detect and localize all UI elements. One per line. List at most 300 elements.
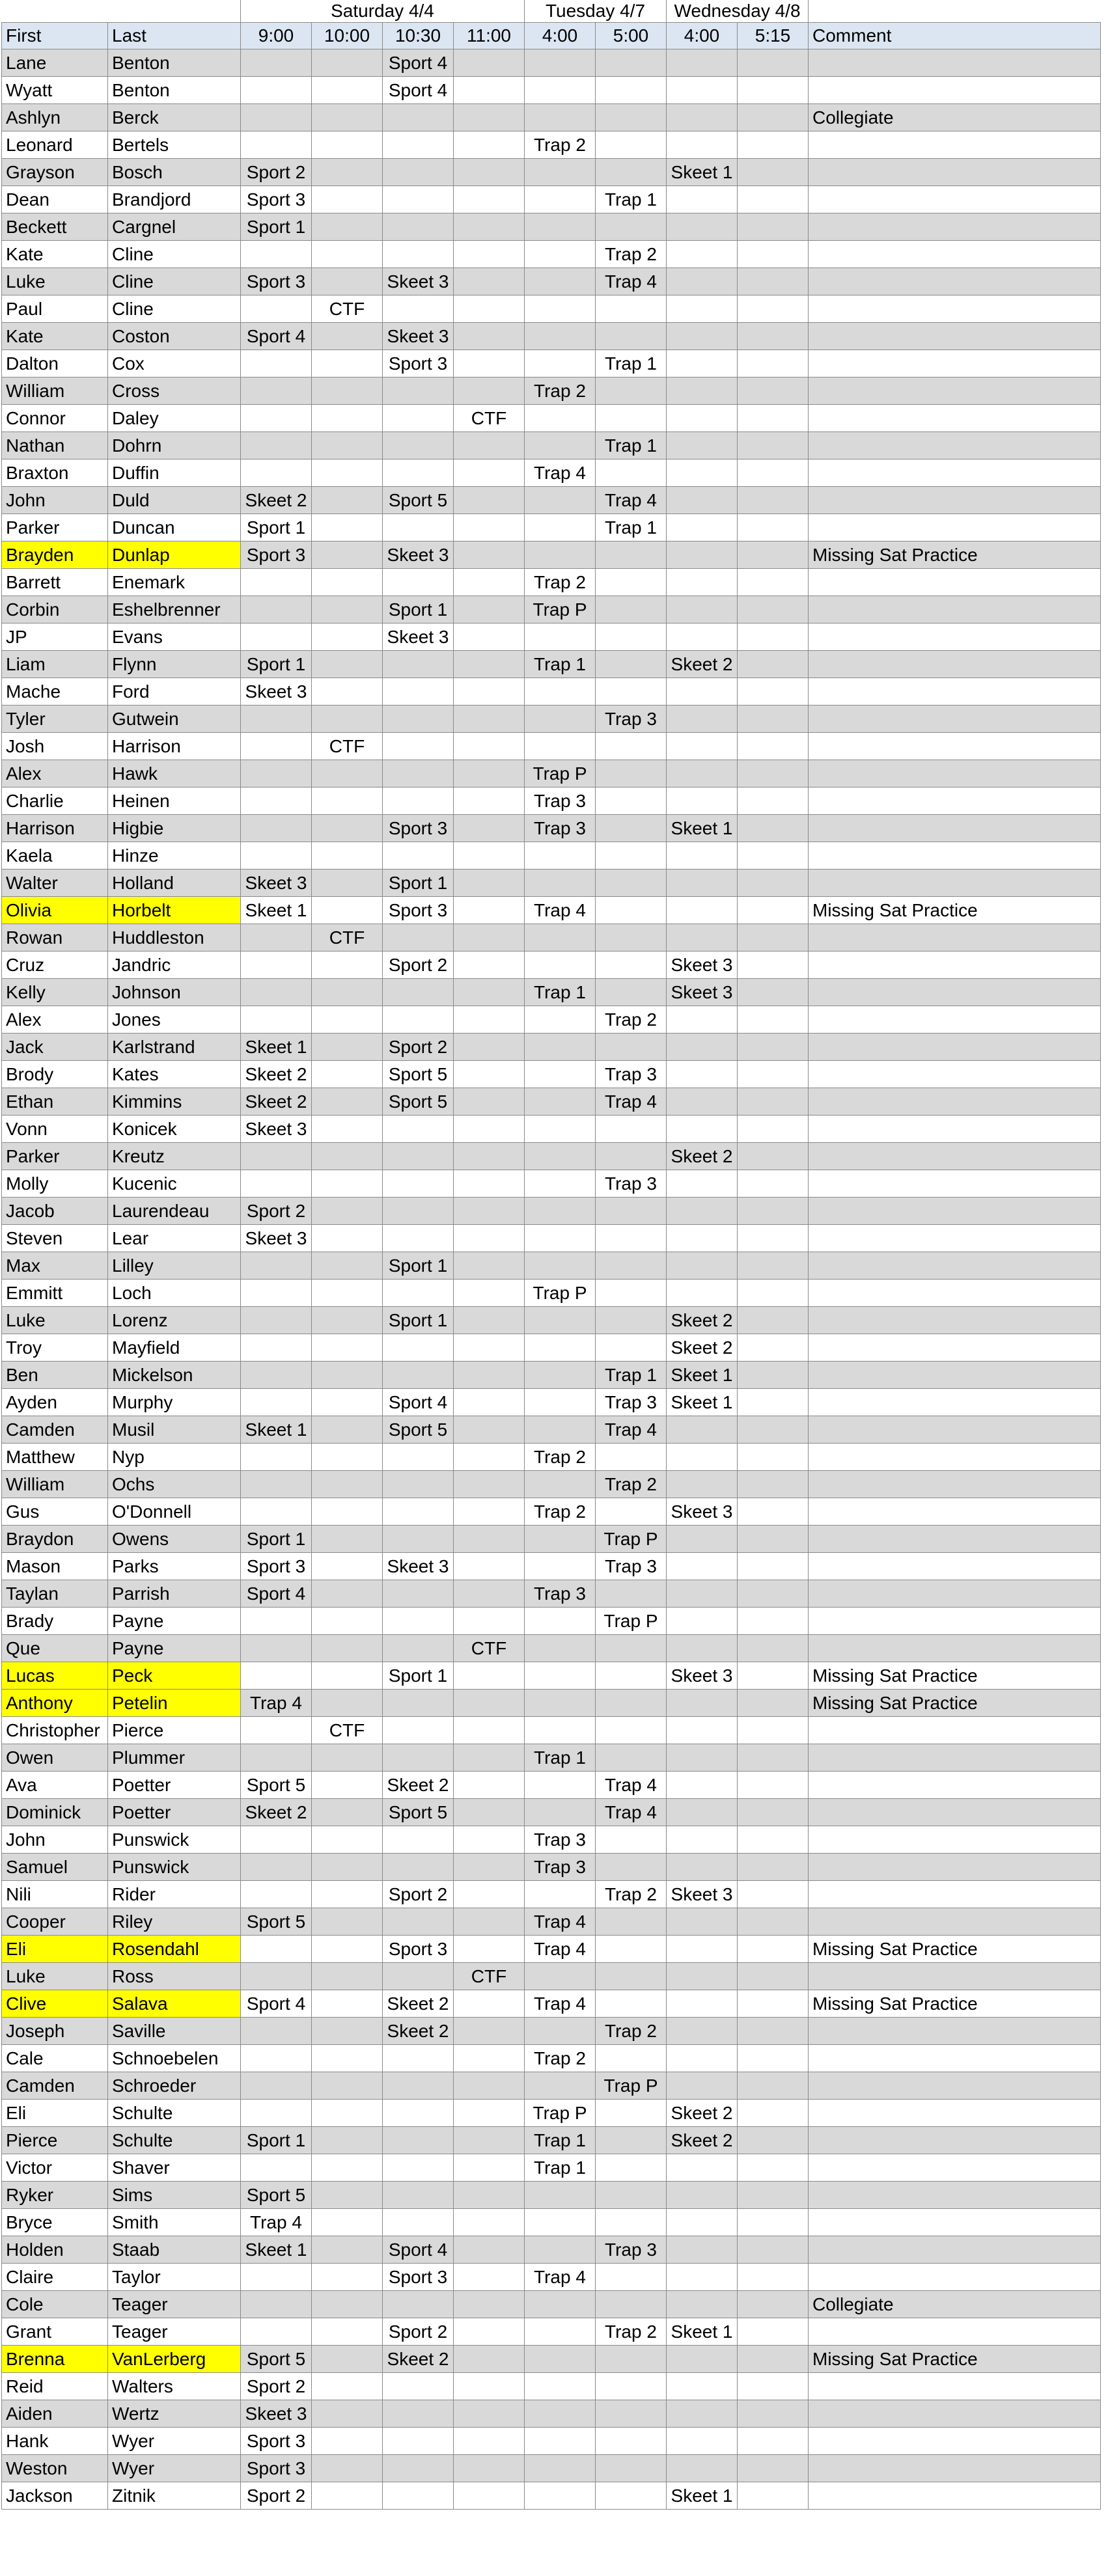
wed-400-cell[interactable]: Skeet 3 bbox=[667, 1662, 738, 1690]
comment-cell[interactable] bbox=[809, 1799, 1101, 1826]
tue-400-cell[interactable] bbox=[525, 1881, 596, 1908]
comment-cell[interactable] bbox=[809, 2209, 1101, 2236]
last-name-cell[interactable]: Laurendeau bbox=[108, 1198, 241, 1225]
sat-1030-cell[interactable]: Sport 3 bbox=[383, 350, 454, 377]
sat-1000-cell[interactable] bbox=[312, 2291, 383, 2318]
last-name-cell[interactable]: Staab bbox=[108, 2236, 241, 2264]
wed-515-cell[interactable] bbox=[738, 1198, 809, 1225]
tue-500-cell[interactable] bbox=[596, 2127, 667, 2154]
sat-1000-cell[interactable] bbox=[312, 1143, 383, 1170]
wed-515-cell[interactable] bbox=[738, 1252, 809, 1280]
wed-515-cell[interactable] bbox=[738, 733, 809, 760]
column-header-wed-515[interactable]: 5:15 bbox=[738, 23, 809, 49]
wed-515-cell[interactable] bbox=[738, 2236, 809, 2264]
sat-1030-cell[interactable]: Skeet 2 bbox=[383, 1990, 454, 2018]
sat-900-cell[interactable]: Sport 1 bbox=[241, 1526, 312, 1553]
sat-1100-cell[interactable] bbox=[454, 1307, 525, 1334]
wed-400-cell[interactable] bbox=[667, 2072, 738, 2100]
last-name-cell[interactable]: Benton bbox=[108, 49, 241, 77]
last-name-cell[interactable]: Loch bbox=[108, 1280, 241, 1307]
sat-1100-cell[interactable] bbox=[454, 924, 525, 952]
sat-1100-cell[interactable] bbox=[454, 514, 525, 541]
wed-515-cell[interactable] bbox=[738, 1061, 809, 1088]
tue-400-cell[interactable] bbox=[525, 323, 596, 350]
sat-1100-cell[interactable] bbox=[454, 1006, 525, 1034]
tue-500-cell[interactable] bbox=[596, 623, 667, 651]
sat-1100-cell[interactable] bbox=[454, 2045, 525, 2072]
wed-515-cell[interactable] bbox=[738, 1908, 809, 1936]
comment-cell[interactable]: Missing Sat Practice bbox=[809, 897, 1101, 924]
wed-400-cell[interactable] bbox=[667, 459, 738, 487]
first-name-cell[interactable]: Ashlyn bbox=[2, 104, 108, 131]
sat-1000-cell[interactable] bbox=[312, 514, 383, 541]
sat-1100-cell[interactable] bbox=[454, 1908, 525, 1936]
wed-515-cell[interactable] bbox=[738, 2072, 809, 2100]
sat-1030-cell[interactable]: Sport 2 bbox=[383, 2318, 454, 2346]
sat-1030-cell[interactable]: Sport 1 bbox=[383, 1307, 454, 1334]
tue-500-cell[interactable] bbox=[596, 2154, 667, 2182]
comment-cell[interactable] bbox=[809, 2455, 1101, 2482]
last-name-cell[interactable]: VanLerberg bbox=[108, 2346, 241, 2373]
sat-900-cell[interactable] bbox=[241, 2154, 312, 2182]
sat-1000-cell[interactable] bbox=[312, 2346, 383, 2373]
tue-500-cell[interactable] bbox=[596, 405, 667, 432]
tue-400-cell[interactable]: Trap 2 bbox=[525, 377, 596, 405]
sat-1030-cell[interactable] bbox=[383, 1908, 454, 1936]
wed-400-cell[interactable] bbox=[667, 1854, 738, 1881]
sat-1000-cell[interactable] bbox=[312, 77, 383, 104]
sat-1000-cell[interactable] bbox=[312, 377, 383, 405]
first-name-cell[interactable]: Samuel bbox=[2, 1854, 108, 1881]
sat-1100-cell[interactable] bbox=[454, 1553, 525, 1580]
wed-515-cell[interactable] bbox=[738, 104, 809, 131]
sat-1030-cell[interactable] bbox=[383, 432, 454, 459]
tue-500-cell[interactable] bbox=[596, 2045, 667, 2072]
wed-515-cell[interactable] bbox=[738, 131, 809, 159]
wed-400-cell[interactable] bbox=[667, 1444, 738, 1471]
last-name-cell[interactable]: Mickelson bbox=[108, 1362, 241, 1389]
sat-1100-cell[interactable] bbox=[454, 733, 525, 760]
sat-1000-cell[interactable] bbox=[312, 1854, 383, 1881]
sat-900-cell[interactable]: Skeet 3 bbox=[241, 870, 312, 897]
sat-1030-cell[interactable] bbox=[383, 924, 454, 952]
tue-400-cell[interactable] bbox=[525, 1006, 596, 1034]
sat-1030-cell[interactable] bbox=[383, 842, 454, 870]
sat-1030-cell[interactable] bbox=[383, 2072, 454, 2100]
wed-515-cell[interactable] bbox=[738, 2182, 809, 2209]
sat-1000-cell[interactable] bbox=[312, 706, 383, 733]
column-header-sat-1000[interactable]: 10:00 bbox=[312, 23, 383, 49]
tue-400-cell[interactable]: Trap P bbox=[525, 2100, 596, 2127]
sat-1030-cell[interactable] bbox=[383, 1006, 454, 1034]
first-name-cell[interactable]: Joseph bbox=[2, 2018, 108, 2045]
tue-500-cell[interactable] bbox=[596, 870, 667, 897]
wed-400-cell[interactable]: Skeet 1 bbox=[667, 2318, 738, 2346]
sat-1000-cell[interactable] bbox=[312, 952, 383, 979]
last-name-cell[interactable]: Gutwein bbox=[108, 706, 241, 733]
tue-400-cell[interactable]: Trap P bbox=[525, 760, 596, 788]
last-name-cell[interactable]: Schnoebelen bbox=[108, 2045, 241, 2072]
first-name-cell[interactable]: Cale bbox=[2, 2045, 108, 2072]
first-name-cell[interactable]: Hank bbox=[2, 2428, 108, 2455]
wed-515-cell[interactable] bbox=[738, 2045, 809, 2072]
wed-400-cell[interactable] bbox=[667, 377, 738, 405]
sat-1100-cell[interactable] bbox=[454, 842, 525, 870]
tue-500-cell[interactable] bbox=[596, 1936, 667, 1963]
sat-1030-cell[interactable]: Sport 5 bbox=[383, 1088, 454, 1116]
tue-400-cell[interactable]: Trap 4 bbox=[525, 1936, 596, 1963]
last-name-cell[interactable]: Walters bbox=[108, 2373, 241, 2400]
sat-1030-cell[interactable] bbox=[383, 1580, 454, 1608]
wed-400-cell[interactable] bbox=[667, 1990, 738, 2018]
sat-1030-cell[interactable]: Sport 4 bbox=[383, 49, 454, 77]
sat-1000-cell[interactable] bbox=[312, 870, 383, 897]
wed-400-cell[interactable] bbox=[667, 268, 738, 295]
sat-1030-cell[interactable] bbox=[383, 1717, 454, 1744]
sat-1100-cell[interactable] bbox=[454, 1225, 525, 1252]
sat-1030-cell[interactable] bbox=[383, 2182, 454, 2209]
sat-1100-cell[interactable] bbox=[454, 2236, 525, 2264]
last-name-cell[interactable]: Lear bbox=[108, 1225, 241, 1252]
comment-cell[interactable] bbox=[809, 1116, 1101, 1143]
wed-400-cell[interactable] bbox=[667, 2182, 738, 2209]
last-name-cell[interactable]: Shaver bbox=[108, 2154, 241, 2182]
sat-1000-cell[interactable] bbox=[312, 979, 383, 1006]
last-name-cell[interactable]: Harrison bbox=[108, 733, 241, 760]
wed-515-cell[interactable] bbox=[738, 1280, 809, 1307]
tue-400-cell[interactable] bbox=[525, 1389, 596, 1416]
sat-1100-cell[interactable]: CTF bbox=[454, 1963, 525, 1990]
sat-1000-cell[interactable] bbox=[312, 1389, 383, 1416]
sat-1000-cell[interactable]: CTF bbox=[312, 295, 383, 323]
tue-500-cell[interactable]: Trap 2 bbox=[596, 241, 667, 268]
sat-900-cell[interactable] bbox=[241, 623, 312, 651]
sat-1100-cell[interactable] bbox=[454, 2264, 525, 2291]
wed-400-cell[interactable] bbox=[667, 77, 738, 104]
comment-cell[interactable] bbox=[809, 1006, 1101, 1034]
wed-400-cell[interactable] bbox=[667, 2291, 738, 2318]
sat-1030-cell[interactable] bbox=[383, 1744, 454, 1772]
sat-900-cell[interactable] bbox=[241, 979, 312, 1006]
first-name-cell[interactable]: Eli bbox=[2, 1936, 108, 1963]
sat-1100-cell[interactable] bbox=[454, 1116, 525, 1143]
wed-515-cell[interactable] bbox=[738, 1526, 809, 1553]
tue-400-cell[interactable] bbox=[525, 2400, 596, 2428]
last-name-cell[interactable]: Dunlap bbox=[108, 541, 241, 569]
wed-400-cell[interactable] bbox=[667, 1908, 738, 1936]
last-name-cell[interactable]: Daley bbox=[108, 405, 241, 432]
sat-1000-cell[interactable] bbox=[312, 2209, 383, 2236]
last-name-cell[interactable]: Cargnel bbox=[108, 213, 241, 241]
sat-900-cell[interactable]: Sport 1 bbox=[241, 651, 312, 678]
last-name-cell[interactable]: Musil bbox=[108, 1416, 241, 1444]
sat-1030-cell[interactable] bbox=[383, 2291, 454, 2318]
wed-515-cell[interactable] bbox=[738, 596, 809, 623]
sat-1100-cell[interactable] bbox=[454, 1034, 525, 1061]
sat-1100-cell[interactable] bbox=[454, 2018, 525, 2045]
wed-515-cell[interactable] bbox=[738, 2209, 809, 2236]
sat-1100-cell[interactable] bbox=[454, 541, 525, 569]
sat-900-cell[interactable] bbox=[241, 2100, 312, 2127]
wed-515-cell[interactable] bbox=[738, 2455, 809, 2482]
first-name-cell[interactable]: Matthew bbox=[2, 1444, 108, 1471]
sat-1030-cell[interactable]: Sport 3 bbox=[383, 2264, 454, 2291]
sat-1100-cell[interactable] bbox=[454, 2072, 525, 2100]
sat-1000-cell[interactable] bbox=[312, 159, 383, 186]
sat-900-cell[interactable] bbox=[241, 1635, 312, 1662]
wed-515-cell[interactable] bbox=[738, 514, 809, 541]
sat-1100-cell[interactable] bbox=[454, 706, 525, 733]
last-name-cell[interactable]: Duffin bbox=[108, 459, 241, 487]
wed-515-cell[interactable] bbox=[738, 1826, 809, 1854]
comment-cell[interactable] bbox=[809, 1362, 1101, 1389]
sat-1100-cell[interactable] bbox=[454, 432, 525, 459]
sat-1000-cell[interactable] bbox=[312, 651, 383, 678]
last-name-cell[interactable]: Higbie bbox=[108, 815, 241, 842]
tue-400-cell[interactable] bbox=[525, 1416, 596, 1444]
first-name-cell[interactable]: Braxton bbox=[2, 459, 108, 487]
wed-515-cell[interactable] bbox=[738, 2346, 809, 2373]
sat-1000-cell[interactable] bbox=[312, 1307, 383, 1334]
sat-900-cell[interactable]: Skeet 3 bbox=[241, 1225, 312, 1252]
sat-1030-cell[interactable]: Sport 2 bbox=[383, 952, 454, 979]
sat-900-cell[interactable] bbox=[241, 1717, 312, 1744]
comment-cell[interactable] bbox=[809, 295, 1101, 323]
wed-515-cell[interactable] bbox=[738, 2127, 809, 2154]
sat-1030-cell[interactable] bbox=[383, 706, 454, 733]
wed-400-cell[interactable] bbox=[667, 104, 738, 131]
tue-400-cell[interactable]: Trap 4 bbox=[525, 1990, 596, 2018]
tue-400-cell[interactable] bbox=[525, 77, 596, 104]
tue-400-cell[interactable] bbox=[525, 541, 596, 569]
last-name-cell[interactable]: Cline bbox=[108, 295, 241, 323]
comment-cell[interactable] bbox=[809, 870, 1101, 897]
first-name-cell[interactable]: William bbox=[2, 377, 108, 405]
comment-cell[interactable] bbox=[809, 241, 1101, 268]
sat-900-cell[interactable] bbox=[241, 1444, 312, 1471]
tue-500-cell[interactable] bbox=[596, 2182, 667, 2209]
tue-500-cell[interactable] bbox=[596, 1280, 667, 1307]
sat-1030-cell[interactable] bbox=[383, 377, 454, 405]
tue-400-cell[interactable] bbox=[525, 2182, 596, 2209]
sat-1000-cell[interactable] bbox=[312, 2127, 383, 2154]
tue-400-cell[interactable] bbox=[525, 1690, 596, 1717]
tue-400-cell[interactable]: Trap 3 bbox=[525, 815, 596, 842]
comment-cell[interactable] bbox=[809, 1854, 1101, 1881]
column-header-tue-500[interactable]: 5:00 bbox=[596, 23, 667, 49]
last-name-cell[interactable]: Enemark bbox=[108, 569, 241, 596]
wed-400-cell[interactable]: Skeet 2 bbox=[667, 2100, 738, 2127]
wed-515-cell[interactable] bbox=[738, 1416, 809, 1444]
wed-400-cell[interactable] bbox=[667, 213, 738, 241]
sat-1100-cell[interactable] bbox=[454, 77, 525, 104]
sat-1000-cell[interactable] bbox=[312, 1635, 383, 1662]
wed-515-cell[interactable] bbox=[738, 77, 809, 104]
tue-500-cell[interactable]: Trap 3 bbox=[596, 1170, 667, 1198]
first-name-cell[interactable]: Olivia bbox=[2, 897, 108, 924]
tue-500-cell[interactable] bbox=[596, 459, 667, 487]
tue-400-cell[interactable] bbox=[525, 432, 596, 459]
wed-515-cell[interactable] bbox=[738, 1772, 809, 1799]
first-name-cell[interactable]: Lane bbox=[2, 49, 108, 77]
sat-900-cell[interactable]: Sport 2 bbox=[241, 2482, 312, 2510]
tue-500-cell[interactable]: Trap P bbox=[596, 2072, 667, 2100]
sat-1000-cell[interactable] bbox=[312, 1498, 383, 1526]
tue-500-cell[interactable] bbox=[596, 104, 667, 131]
tue-400-cell[interactable] bbox=[525, 2018, 596, 2045]
wed-400-cell[interactable] bbox=[667, 897, 738, 924]
tue-500-cell[interactable] bbox=[596, 924, 667, 952]
sat-900-cell[interactable] bbox=[241, 77, 312, 104]
sat-1000-cell[interactable] bbox=[312, 487, 383, 514]
tue-400-cell[interactable]: Trap 4 bbox=[525, 459, 596, 487]
sat-900-cell[interactable] bbox=[241, 733, 312, 760]
first-name-cell[interactable]: Liam bbox=[2, 651, 108, 678]
last-name-cell[interactable]: Duncan bbox=[108, 514, 241, 541]
sat-1030-cell[interactable] bbox=[383, 1116, 454, 1143]
wed-400-cell[interactable] bbox=[667, 1198, 738, 1225]
tue-500-cell[interactable]: Trap 4 bbox=[596, 487, 667, 514]
sat-900-cell[interactable] bbox=[241, 1143, 312, 1170]
wed-515-cell[interactable] bbox=[738, 323, 809, 350]
wed-515-cell[interactable] bbox=[738, 268, 809, 295]
sat-1000-cell[interactable] bbox=[312, 760, 383, 788]
comment-cell[interactable] bbox=[809, 1252, 1101, 1280]
tue-400-cell[interactable]: Trap 1 bbox=[525, 1744, 596, 1772]
wed-400-cell[interactable]: Skeet 1 bbox=[667, 2482, 738, 2510]
first-name-cell[interactable]: Tyler bbox=[2, 706, 108, 733]
sat-900-cell[interactable]: Sport 4 bbox=[241, 323, 312, 350]
sat-1100-cell[interactable] bbox=[454, 1854, 525, 1881]
tue-400-cell[interactable] bbox=[525, 2428, 596, 2455]
sat-1000-cell[interactable] bbox=[312, 1881, 383, 1908]
last-name-cell[interactable]: Zitnik bbox=[108, 2482, 241, 2510]
comment-cell[interactable] bbox=[809, 1225, 1101, 1252]
comment-cell[interactable] bbox=[809, 924, 1101, 952]
wed-515-cell[interactable] bbox=[738, 651, 809, 678]
first-name-cell[interactable]: Troy bbox=[2, 1334, 108, 1362]
tue-500-cell[interactable] bbox=[596, 131, 667, 159]
sat-1030-cell[interactable]: Sport 2 bbox=[383, 1881, 454, 1908]
comment-cell[interactable] bbox=[809, 487, 1101, 514]
tue-400-cell[interactable]: Trap P bbox=[525, 596, 596, 623]
sat-1100-cell[interactable] bbox=[454, 2428, 525, 2455]
tue-500-cell[interactable] bbox=[596, 1198, 667, 1225]
wed-400-cell[interactable] bbox=[667, 842, 738, 870]
wed-400-cell[interactable] bbox=[667, 131, 738, 159]
sat-1030-cell[interactable] bbox=[383, 514, 454, 541]
sat-1100-cell[interactable] bbox=[454, 1362, 525, 1389]
sat-1100-cell[interactable] bbox=[454, 1881, 525, 1908]
sat-900-cell[interactable]: Sport 2 bbox=[241, 159, 312, 186]
tue-400-cell[interactable]: Trap P bbox=[525, 1280, 596, 1307]
wed-400-cell[interactable] bbox=[667, 405, 738, 432]
sat-900-cell[interactable]: Skeet 1 bbox=[241, 1416, 312, 1444]
tue-400-cell[interactable] bbox=[525, 2346, 596, 2373]
sat-1000-cell[interactable]: CTF bbox=[312, 924, 383, 952]
tue-400-cell[interactable]: Trap 1 bbox=[525, 651, 596, 678]
column-header-sat-1100[interactable]: 11:00 bbox=[454, 23, 525, 49]
first-name-cell[interactable]: Brenna bbox=[2, 2346, 108, 2373]
sat-1000-cell[interactable] bbox=[312, 1936, 383, 1963]
sat-1100-cell[interactable] bbox=[454, 2346, 525, 2373]
wed-515-cell[interactable] bbox=[738, 1854, 809, 1881]
comment-cell[interactable] bbox=[809, 1389, 1101, 1416]
tue-400-cell[interactable] bbox=[525, 1225, 596, 1252]
wed-400-cell[interactable] bbox=[667, 541, 738, 569]
comment-cell[interactable] bbox=[809, 1881, 1101, 1908]
wed-400-cell[interactable] bbox=[667, 1826, 738, 1854]
wed-400-cell[interactable] bbox=[667, 870, 738, 897]
tue-400-cell[interactable] bbox=[525, 405, 596, 432]
first-name-cell[interactable]: Owen bbox=[2, 1744, 108, 1772]
comment-cell[interactable] bbox=[809, 323, 1101, 350]
first-name-cell[interactable]: Pierce bbox=[2, 2127, 108, 2154]
sat-1100-cell[interactable] bbox=[454, 596, 525, 623]
wed-515-cell[interactable] bbox=[738, 350, 809, 377]
first-name-cell[interactable]: Leonard bbox=[2, 131, 108, 159]
last-name-cell[interactable]: Jandric bbox=[108, 952, 241, 979]
sat-900-cell[interactable] bbox=[241, 815, 312, 842]
tue-400-cell[interactable]: Trap 4 bbox=[525, 1908, 596, 1936]
comment-cell[interactable] bbox=[809, 1717, 1101, 1744]
wed-515-cell[interactable] bbox=[738, 2400, 809, 2428]
wed-400-cell[interactable]: Skeet 3 bbox=[667, 952, 738, 979]
wed-400-cell[interactable] bbox=[667, 1170, 738, 1198]
first-name-cell[interactable]: Cruz bbox=[2, 952, 108, 979]
last-name-cell[interactable]: Ochs bbox=[108, 1471, 241, 1498]
first-name-cell[interactable]: Max bbox=[2, 1252, 108, 1280]
tue-400-cell[interactable] bbox=[525, 1526, 596, 1553]
column-header-sat-1030[interactable]: 10:30 bbox=[383, 23, 454, 49]
first-name-cell[interactable]: Camden bbox=[2, 1416, 108, 1444]
wed-515-cell[interactable] bbox=[738, 1662, 809, 1690]
last-name-cell[interactable]: Kreutz bbox=[108, 1143, 241, 1170]
sat-900-cell[interactable]: Skeet 1 bbox=[241, 897, 312, 924]
sat-1100-cell[interactable] bbox=[454, 1061, 525, 1088]
wed-515-cell[interactable] bbox=[738, 1444, 809, 1471]
last-name-cell[interactable]: Brandjord bbox=[108, 186, 241, 213]
wed-515-cell[interactable] bbox=[738, 842, 809, 870]
comment-cell[interactable] bbox=[809, 760, 1101, 788]
wed-515-cell[interactable] bbox=[738, 241, 809, 268]
sat-1030-cell[interactable]: Sport 2 bbox=[383, 1034, 454, 1061]
last-name-cell[interactable]: Schulte bbox=[108, 2100, 241, 2127]
comment-cell[interactable] bbox=[809, 2045, 1101, 2072]
tue-500-cell[interactable]: Trap 4 bbox=[596, 1416, 667, 1444]
tue-400-cell[interactable] bbox=[525, 1799, 596, 1826]
sat-1100-cell[interactable] bbox=[454, 1143, 525, 1170]
wed-400-cell[interactable] bbox=[667, 1580, 738, 1608]
comment-cell[interactable]: Missing Sat Practice bbox=[809, 2346, 1101, 2373]
comment-cell[interactable] bbox=[809, 2072, 1101, 2100]
tue-400-cell[interactable] bbox=[525, 1553, 596, 1580]
sat-1100-cell[interactable] bbox=[454, 186, 525, 213]
wed-515-cell[interactable] bbox=[738, 569, 809, 596]
first-name-cell[interactable]: Grayson bbox=[2, 159, 108, 186]
tue-400-cell[interactable]: Trap 2 bbox=[525, 131, 596, 159]
last-name-cell[interactable]: Hawk bbox=[108, 760, 241, 788]
wed-400-cell[interactable] bbox=[667, 1608, 738, 1635]
last-name-cell[interactable]: Horbelt bbox=[108, 897, 241, 924]
last-name-cell[interactable]: Saville bbox=[108, 2018, 241, 2045]
wed-515-cell[interactable] bbox=[738, 2100, 809, 2127]
tue-400-cell[interactable]: Trap 3 bbox=[525, 1854, 596, 1881]
last-name-cell[interactable]: Punswick bbox=[108, 1826, 241, 1854]
comment-cell[interactable] bbox=[809, 1471, 1101, 1498]
comment-cell[interactable] bbox=[809, 1143, 1101, 1170]
wed-515-cell[interactable] bbox=[738, 1498, 809, 1526]
